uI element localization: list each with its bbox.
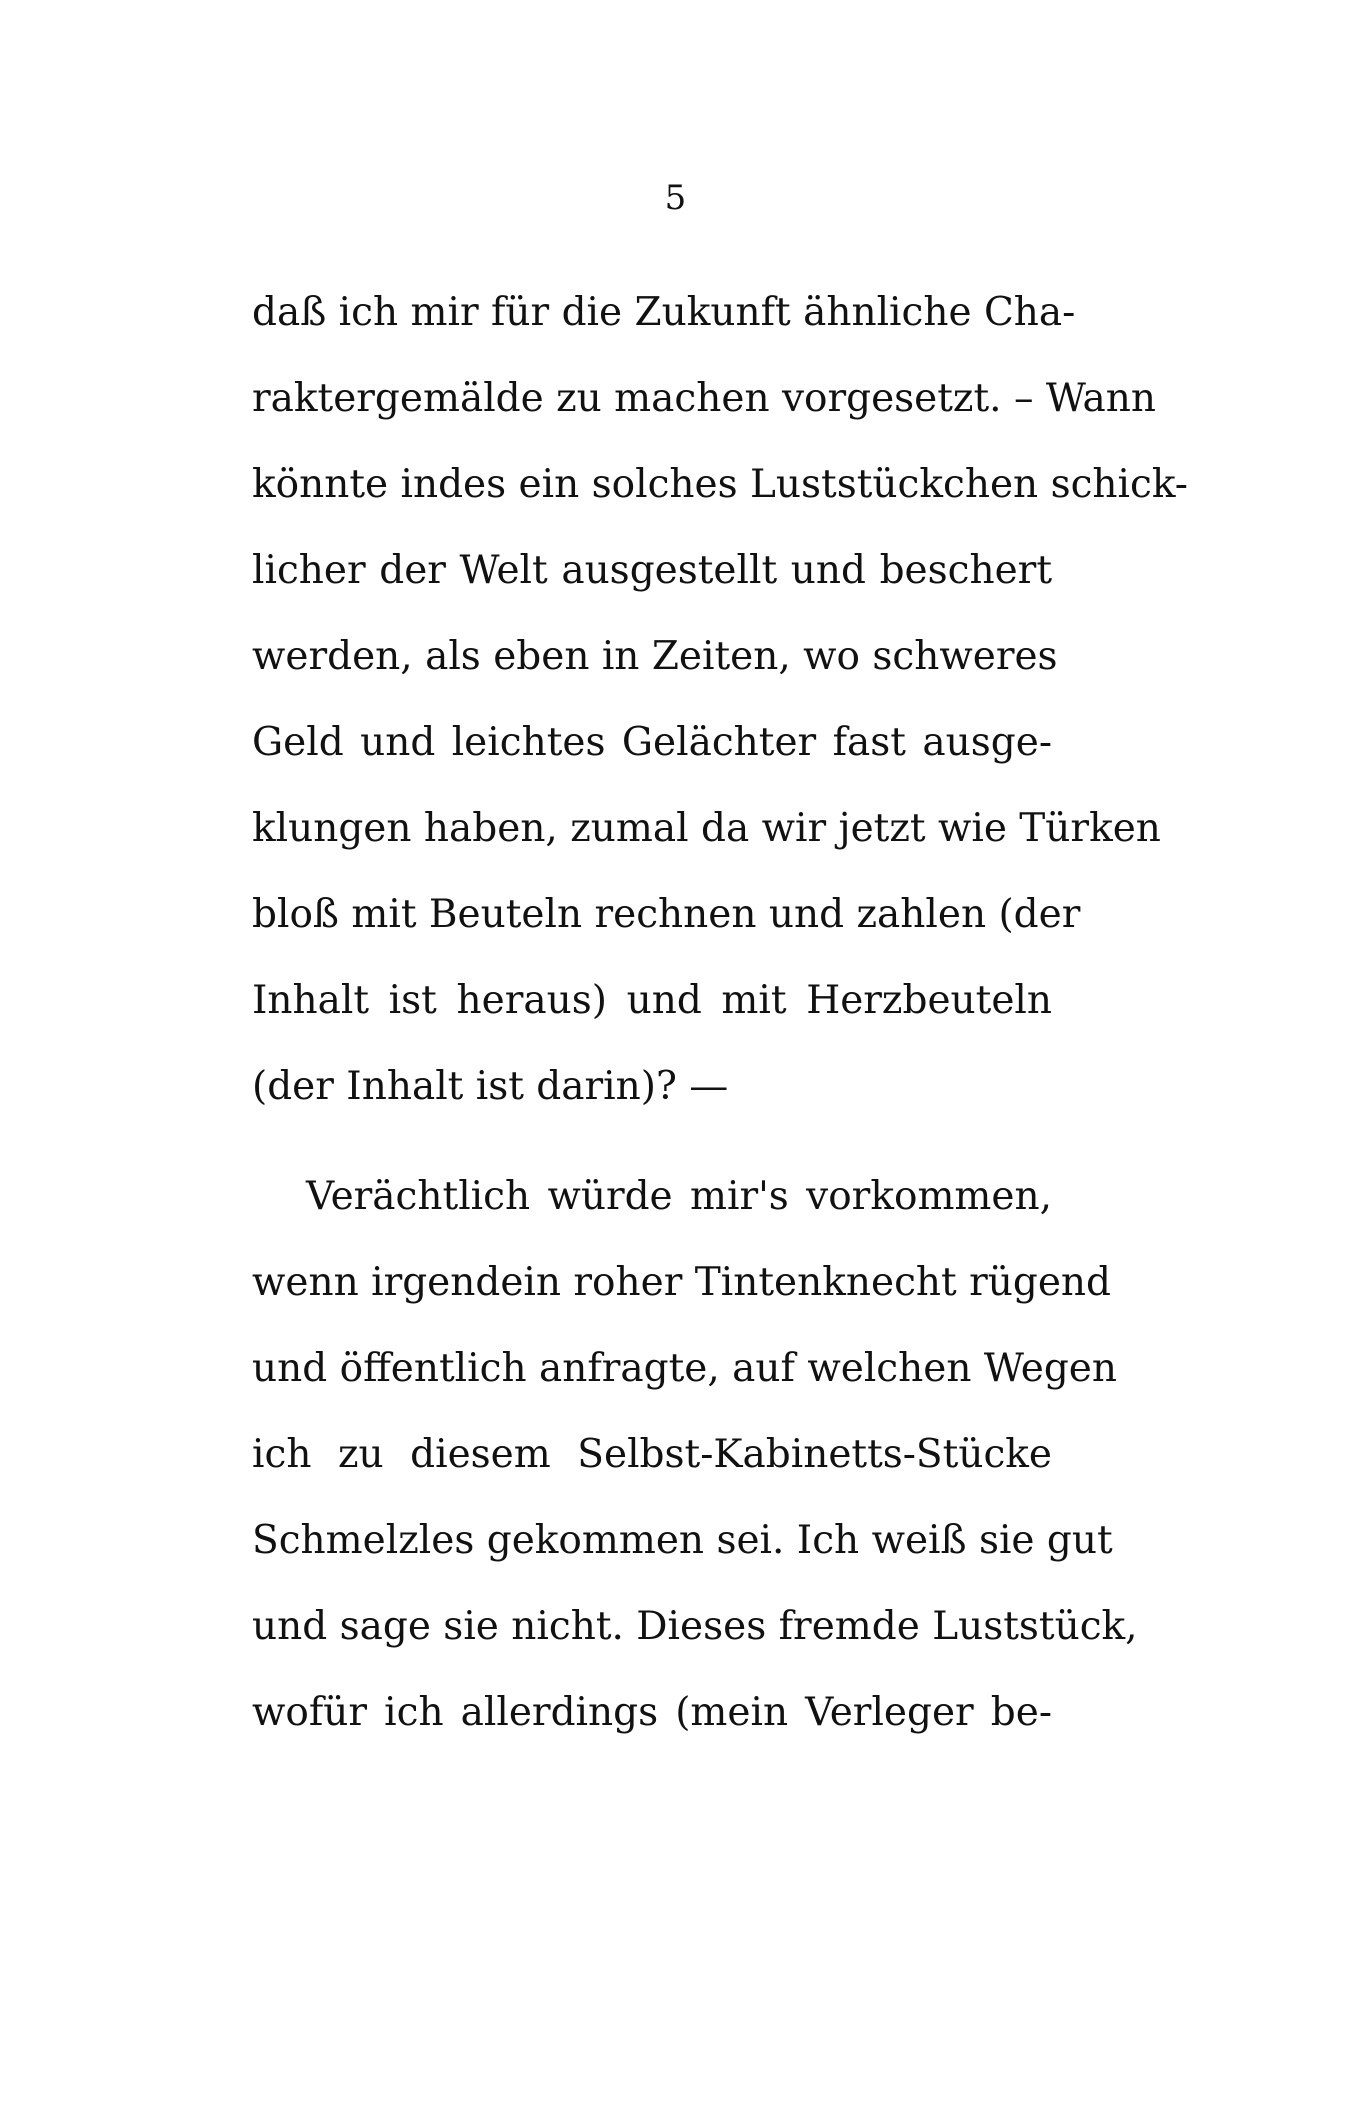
text-line: und sage sie nicht. Dieses fremde Luststück, xyxy=(252,1604,1138,1649)
paragraph-1 xyxy=(252,270,1188,1130)
paragraph-2 xyxy=(252,1154,1138,1756)
text-line: Schmelzles gekommen sei. Ich weiß sie gut xyxy=(252,1518,1113,1563)
text-line: wofür ich allerdings (mein Verleger be- xyxy=(252,1690,1052,1735)
text-line: daß ich mir für die Zukunft ähnliche Cha- xyxy=(252,290,1076,335)
text-line: (der Inhalt ist darin)? — xyxy=(252,1064,729,1109)
text-line: und öffentlich anfragte, auf welchen Wegen xyxy=(252,1346,1118,1391)
text-line: raktergemälde zu machen vorgesetzt. – Wann xyxy=(252,376,1157,421)
text-line: könnte indes ein solches Luststückchen schick- xyxy=(252,462,1188,507)
text-line: ich zu diesem Selbst-Kabinetts-Stücke xyxy=(252,1432,1052,1477)
paragraph-gap xyxy=(252,1130,1052,1154)
page-number: 5 xyxy=(664,178,687,218)
body-text xyxy=(252,270,1188,1756)
text-line: klungen haben, zumal da wir jetzt wie Türken xyxy=(252,806,1161,851)
text-line: Geld und leichtes Gelächter fast ausge- xyxy=(252,720,1052,765)
text-line: werden, als eben in Zeiten, wo schweres xyxy=(252,634,1058,679)
text-line: wenn irgendein roher Tintenknecht rügend xyxy=(252,1260,1111,1305)
text-line: Verächtlich würde mir's vorkommen, xyxy=(306,1174,1052,1219)
text-line: bloß mit Beuteln rechnen und zahlen (der xyxy=(252,892,1081,937)
text-line: Inhalt ist heraus) und mit Herzbeuteln xyxy=(252,978,1052,1023)
text-line: licher der Welt ausgestellt und beschert xyxy=(252,548,1052,593)
